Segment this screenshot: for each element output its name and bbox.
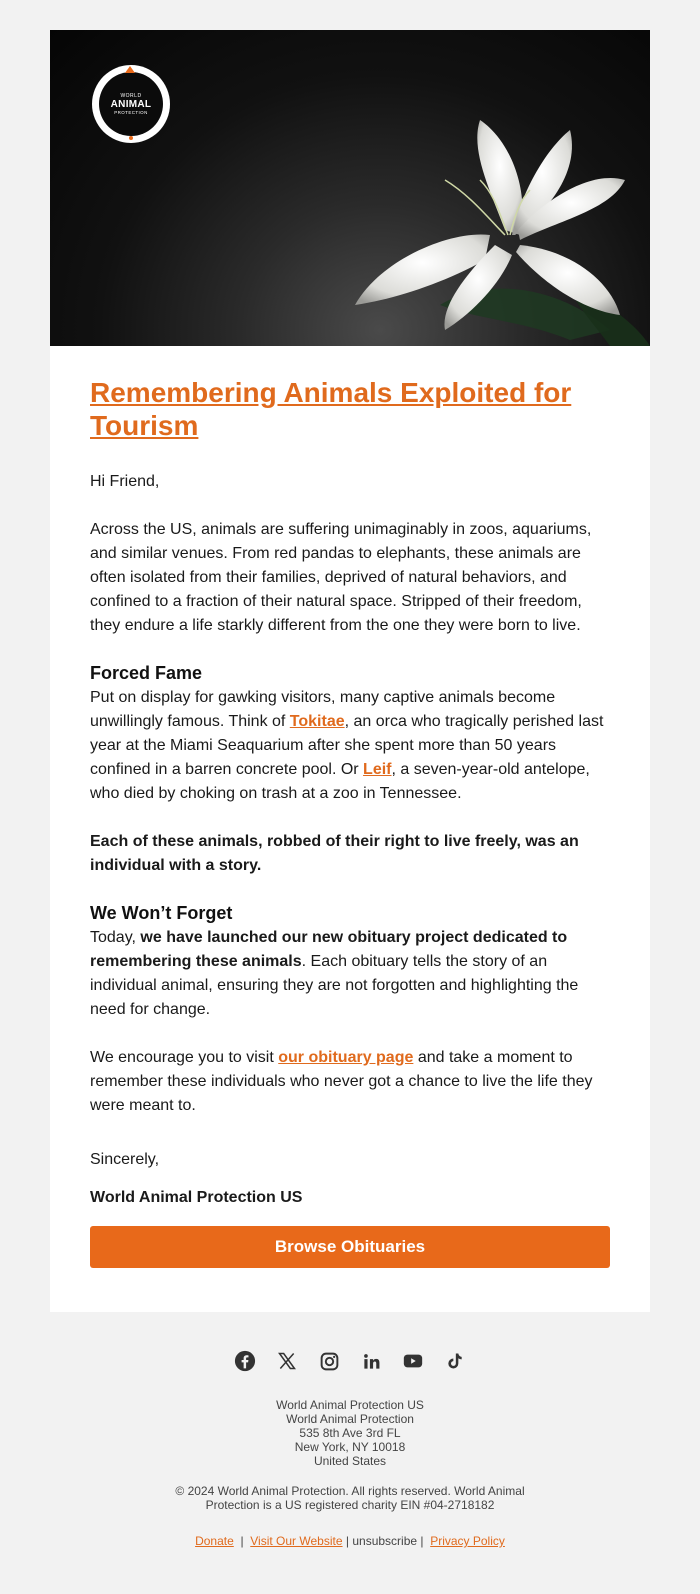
tiktok-icon[interactable] <box>443 1349 467 1373</box>
logo-text-world: WORLD <box>120 93 142 99</box>
intro-paragraph: Across the US, animals are suffering unimaginably in zoos, aquariums, and similar venues. From red pandas to elephants, these animals are often isolated from their families, deprived of natural behaviors, and confined to a fraction of their natural space. Stripped of their freedom, they endure a life starkly different from the one they were born to live. <box>90 521 592 634</box>
donate-link[interactable]: Donate <box>195 1534 234 1548</box>
obituary-page-link[interactable]: our obituary page <box>278 1049 414 1066</box>
logo-dot-icon <box>129 136 133 140</box>
signoff: Sincerely, <box>90 1151 160 1168</box>
youtube-icon[interactable] <box>401 1349 425 1373</box>
social-links <box>0 1346 700 1376</box>
forced-fame-paragraph: Put on display for gawking visitors, many captive animals become unwillingly famous. Think of Tokitae, an orca who tragically perished last year at the Miami Seaquarium after she spent more than 50 years confined in a barren concrete pool. Or Leif, a seven-year-old antelope, who died by choking on trash at a zoo in Tennessee. <box>90 689 604 802</box>
email-body <box>50 346 650 1312</box>
facebook-icon[interactable] <box>233 1349 257 1373</box>
logo-triangle-icon <box>125 66 135 73</box>
leif-link[interactable]: Leif <box>363 761 392 778</box>
privacy-policy-link[interactable]: Privacy Policy <box>430 1534 505 1548</box>
title-link[interactable]: Remembering Animals Exploited for Tourism <box>90 377 572 441</box>
section-heading-forced-fame: Forced Fame <box>90 663 203 683</box>
visit-website-link[interactable]: Visit Our Website <box>250 1534 343 1548</box>
logo-text-protection: PROTECTION <box>114 110 148 115</box>
hero-image <box>50 30 650 346</box>
x-icon[interactable] <box>275 1349 299 1373</box>
email-title <box>90 376 610 442</box>
instagram-icon[interactable] <box>317 1349 341 1373</box>
linkedin-icon[interactable] <box>359 1349 383 1373</box>
email-card <box>50 30 650 1312</box>
footer-legal: © 2024 World Animal Protection. All rights reserved. World Animal Protection is a US registered charity EIN #04-2718182 <box>175 1484 525 1512</box>
footer <box>0 1346 700 1548</box>
brand-logo[interactable] <box>92 65 170 143</box>
logo-text-animal: ANIMAL <box>110 99 152 110</box>
tokitae-link[interactable]: Tokitae <box>289 713 345 730</box>
obituary-paragraph: Today, we have launched our new obituary project dedicated to remembering these animals. Each obituary tells the story of an individual animal, ensuring they are not forgotten and highlighting the need for change. <box>90 929 579 1018</box>
browse-obituaries-button[interactable]: Browse Obituaries <box>90 1226 610 1268</box>
unsubscribe-link[interactable]: unsubscribe <box>352 1534 418 1548</box>
section-heading-we-wont-forget: We Won’t Forget <box>90 903 233 923</box>
footer-address: World Animal Protection US World Animal Protection 535 8th Ave 3rd FL New York, NY 10018 United States <box>276 1398 424 1468</box>
visit-paragraph: We encourage you to visit our obituary page and take a moment to remember these individuals who never got a chance to live the life they were meant to. <box>90 1049 593 1114</box>
bold-statement: Each of these animals, robbed of their right to live freely, was an individual with a story. <box>90 833 579 874</box>
footer-links: Donate | Visit Our Website | unsubscribe | Privacy Policy <box>195 1534 505 1548</box>
signature: World Animal Protection US <box>90 1189 303 1206</box>
greeting: Hi Friend, <box>90 473 160 490</box>
